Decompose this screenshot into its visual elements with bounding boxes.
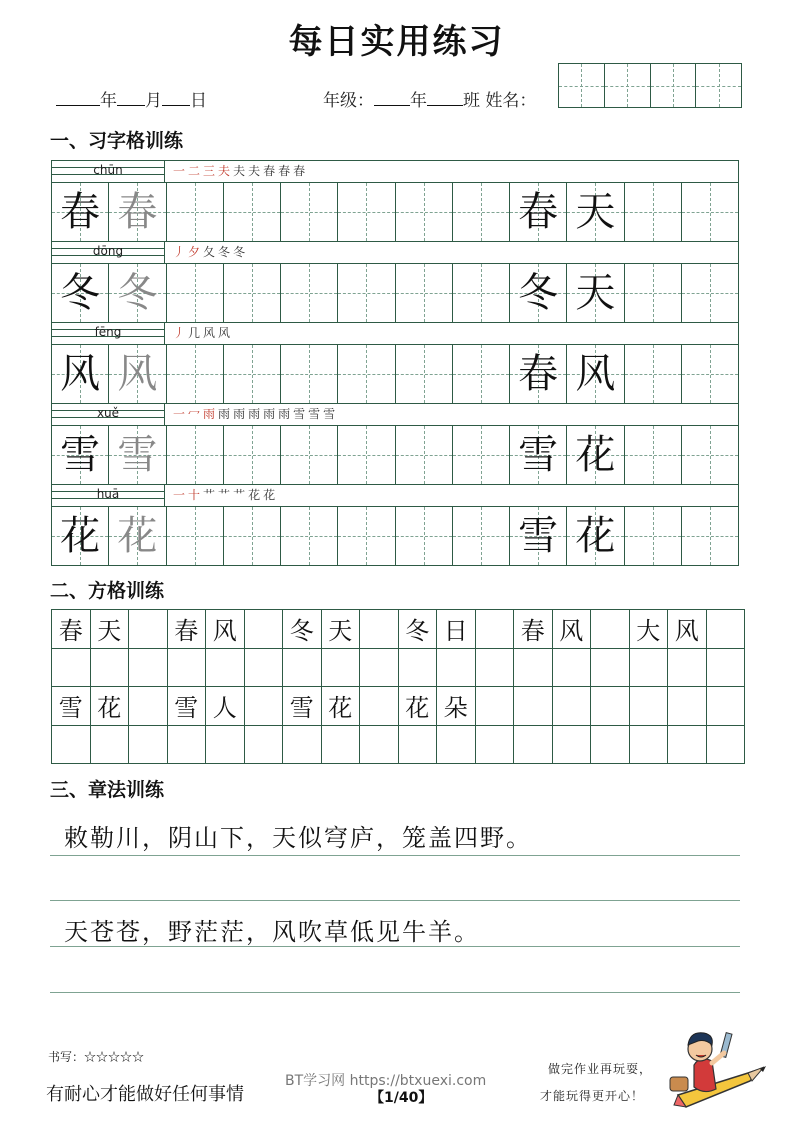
pinyin-text: dōng — [92, 244, 124, 258]
pinyin-box — [51, 404, 165, 425]
grid-cell[interactable] — [630, 726, 669, 765]
word-char-cell[interactable] — [510, 345, 567, 403]
grid-cell[interactable] — [437, 726, 476, 765]
word-char-cell[interactable] — [510, 426, 567, 484]
writing-row — [51, 182, 739, 241]
character: 天 — [575, 270, 616, 316]
grid-cell[interactable] — [514, 649, 553, 688]
grid-cell[interactable]: 风 — [206, 610, 245, 649]
grid-cell[interactable] — [245, 726, 284, 765]
date-fields — [56, 86, 207, 111]
section-title-3: 三、章法训练 — [50, 779, 165, 801]
stroke-step: 雨 — [263, 407, 279, 421]
practice-cell[interactable] — [396, 264, 453, 322]
grid-cell[interactable]: 春 — [514, 610, 553, 649]
stroke-step: 夫 — [248, 164, 264, 178]
word-char-cell[interactable] — [567, 264, 624, 322]
practice-cell[interactable] — [625, 426, 682, 484]
writing-line[interactable] — [50, 900, 740, 901]
practice-cell[interactable] — [224, 264, 281, 322]
grid-row — [52, 726, 745, 765]
grid-cell[interactable] — [360, 726, 399, 765]
grid-cell[interactable] — [591, 726, 630, 765]
grid-cell[interactable] — [707, 687, 746, 726]
practice-cell[interactable] — [224, 345, 281, 403]
trace-char-cell[interactable] — [109, 264, 166, 322]
grid-row — [52, 649, 745, 688]
stroke-step: 一 — [173, 407, 189, 421]
grid-cell[interactable]: 风 — [668, 610, 707, 649]
writing-row — [51, 344, 739, 403]
grid-cell[interactable] — [129, 687, 168, 726]
stroke-step: 一 — [173, 164, 189, 178]
grid-cell[interactable] — [668, 649, 707, 688]
practice-cell[interactable] — [281, 426, 338, 484]
character: 雪 — [518, 432, 559, 478]
grid-cell[interactable] — [668, 726, 707, 765]
grid-cell[interactable] — [129, 649, 168, 688]
stroke-step: 春 — [263, 164, 279, 178]
practice-cell[interactable] — [281, 183, 338, 241]
grid-cell[interactable] — [91, 649, 130, 688]
poem-line-1: 敕勒川，阴山下，天似穹庐，笼盖四野。 — [64, 824, 532, 852]
grid-cell[interactable] — [322, 726, 361, 765]
character: 风 — [117, 351, 158, 397]
practice-block — [51, 160, 739, 241]
character: 风 — [60, 351, 101, 397]
pinyin-text: xuě — [96, 406, 120, 420]
grid-cell[interactable]: 天 — [91, 610, 130, 649]
practice-cell[interactable] — [224, 507, 281, 565]
day-blank[interactable] — [162, 91, 190, 106]
practice-cell[interactable] — [453, 426, 510, 484]
grid-cell[interactable] — [668, 687, 707, 726]
pinyin-row — [51, 403, 739, 425]
character: 春 — [117, 189, 158, 235]
trace-char-cell[interactable] — [109, 345, 166, 403]
grade-year-label: 年 — [410, 91, 427, 111]
day-label: 日 — [190, 91, 207, 111]
word-char-cell[interactable] — [567, 345, 624, 403]
stroke-step: 夫 — [218, 164, 234, 178]
practice-cell[interactable] — [338, 507, 395, 565]
stroke-step: 雨 — [203, 407, 219, 421]
writing-line[interactable] — [50, 992, 740, 993]
stroke-step: 花 — [263, 488, 279, 502]
writing-row — [51, 506, 739, 565]
grid-cell[interactable] — [52, 726, 91, 765]
stroke-step: 雨 — [278, 407, 294, 421]
stroke-step: 冬 — [233, 245, 249, 259]
class-fields — [323, 86, 536, 111]
pinyin-row — [51, 322, 739, 344]
grid-cell[interactable] — [476, 610, 515, 649]
grid-cell[interactable] — [630, 687, 669, 726]
character: 春 — [518, 189, 559, 235]
character-practice-grid — [51, 160, 739, 566]
stroke-order — [165, 323, 739, 344]
practice-cell[interactable] — [682, 345, 739, 403]
character: 花 — [575, 432, 616, 478]
pinyin-box — [51, 161, 165, 182]
grid-cell[interactable] — [630, 649, 669, 688]
model-char-cell[interactable] — [52, 264, 109, 322]
character: 冬 — [117, 270, 158, 316]
word-char-cell[interactable] — [567, 183, 624, 241]
stroke-step: 一 — [173, 488, 189, 502]
pinyin-row — [51, 160, 739, 182]
practice-cell[interactable] — [396, 345, 453, 403]
grid-cell[interactable]: 大 — [630, 610, 669, 649]
stroke-step: 冬 — [218, 245, 234, 259]
character: 花 — [60, 513, 101, 559]
stroke-step: 雨 — [218, 407, 234, 421]
grid-cell[interactable] — [476, 687, 515, 726]
practice-cell[interactable] — [396, 507, 453, 565]
practice-cell[interactable] — [167, 264, 224, 322]
name-cell[interactable] — [559, 64, 605, 107]
pinyin-row — [51, 484, 739, 506]
stroke-order — [165, 242, 739, 263]
grid-cell[interactable] — [206, 726, 245, 765]
pinyin-box — [51, 323, 165, 344]
month-blank[interactable] — [117, 91, 145, 106]
grid-cell[interactable] — [553, 687, 592, 726]
word-char-cell[interactable] — [567, 426, 624, 484]
grid-cell[interactable] — [360, 649, 399, 688]
trace-char-cell[interactable] — [109, 507, 166, 565]
stroke-order — [165, 161, 739, 182]
grid-cell[interactable] — [168, 649, 207, 688]
grid-cell[interactable] — [283, 649, 322, 688]
name-grid[interactable] — [558, 63, 742, 108]
section-title-2: 二、方格训练 — [50, 580, 165, 602]
practice-cell[interactable] — [453, 264, 510, 322]
grid-cell[interactable] — [553, 726, 592, 765]
character: 春 — [518, 351, 559, 397]
character: 雪 — [518, 513, 559, 559]
word-char-cell[interactable] — [510, 507, 567, 565]
practice-cell[interactable] — [281, 264, 338, 322]
stroke-step: 风 — [218, 326, 234, 340]
grade-label: 年级： — [323, 91, 374, 111]
pinyin-box — [51, 485, 165, 506]
pinyin-text: chūn — [93, 163, 123, 177]
grid-cell[interactable] — [591, 649, 630, 688]
grid-cell[interactable] — [591, 610, 630, 649]
grid-cell[interactable]: 雪 — [168, 687, 207, 726]
practice-cell[interactable] — [453, 345, 510, 403]
grid-row — [52, 610, 745, 649]
character: 雪 — [117, 432, 158, 478]
writing-row — [51, 425, 739, 484]
grid-cell[interactable] — [129, 610, 168, 649]
practice-cell[interactable] — [682, 426, 739, 484]
name-cell[interactable] — [651, 64, 697, 107]
stroke-step: 二 — [188, 164, 204, 178]
grid-cell[interactable] — [129, 726, 168, 765]
name-cell[interactable] — [696, 64, 741, 107]
practice-cell[interactable] — [396, 426, 453, 484]
practice-cell[interactable] — [682, 264, 739, 322]
watermark: BT学习网 https://btxuexi.com — [285, 1073, 487, 1089]
grid-cell[interactable]: 雪 — [52, 687, 91, 726]
stroke-step: 艹 — [233, 488, 249, 502]
character: 雪 — [60, 432, 101, 478]
class-blank[interactable] — [427, 91, 463, 106]
character: 风 — [575, 351, 616, 397]
section-title-1: 一、习字格训练 — [50, 130, 184, 152]
pinyin-text: fēng — [94, 325, 122, 339]
stroke-step: 丿 — [173, 245, 189, 259]
stroke-step: 风 — [203, 326, 219, 340]
stroke-step: 夕 — [188, 245, 204, 259]
model-char-cell[interactable] — [52, 183, 109, 241]
pinyin-row — [51, 241, 739, 263]
writing-line[interactable] — [50, 946, 740, 947]
character: 冬 — [518, 270, 559, 316]
stroke-step: 雪 — [293, 407, 309, 421]
practice-cell[interactable] — [682, 183, 739, 241]
class-label: 班 — [463, 91, 480, 111]
practice-block — [51, 403, 739, 484]
grid-cell[interactable]: 冬 — [399, 610, 438, 649]
grid-cell[interactable] — [91, 726, 130, 765]
practice-cell[interactable] — [625, 345, 682, 403]
practice-cell[interactable] — [338, 345, 395, 403]
grid-cell[interactable]: 朵 — [437, 687, 476, 726]
cheer-line-1: 做完作业再玩耍， — [548, 1062, 653, 1076]
page-title: 每日实用练习 — [288, 22, 505, 62]
square-grid — [51, 609, 745, 764]
grid-cell[interactable] — [437, 649, 476, 688]
grid-cell[interactable] — [707, 726, 746, 765]
practice-block — [51, 241, 739, 322]
rating — [48, 1048, 144, 1065]
trace-char-cell[interactable] — [109, 183, 166, 241]
pinyin-text: huā — [96, 487, 120, 501]
year-blank[interactable] — [56, 91, 100, 106]
grid-cell[interactable]: 人 — [206, 687, 245, 726]
stroke-step: 春 — [293, 164, 309, 178]
practice-cell[interactable] — [625, 264, 682, 322]
practice-cell[interactable] — [453, 183, 510, 241]
grid-cell[interactable] — [360, 687, 399, 726]
practice-cell[interactable] — [167, 507, 224, 565]
grid-cell[interactable] — [514, 726, 553, 765]
grid-cell[interactable]: 冬 — [283, 610, 322, 649]
stroke-step: 冖 — [188, 407, 204, 421]
grid-cell[interactable] — [245, 649, 284, 688]
grid-cell[interactable] — [476, 726, 515, 765]
stroke-step: 雨 — [233, 407, 249, 421]
grid-cell[interactable]: 风 — [553, 610, 592, 649]
practice-cell[interactable] — [224, 183, 281, 241]
character: 天 — [575, 189, 616, 235]
model-char-cell[interactable] — [52, 507, 109, 565]
grid-cell[interactable]: 日 — [437, 610, 476, 649]
writing-row — [51, 263, 739, 322]
grid-cell[interactable] — [591, 687, 630, 726]
year-label: 年 — [100, 91, 117, 111]
page-number: 【1/40】 — [370, 1090, 433, 1106]
practice-cell[interactable] — [167, 345, 224, 403]
grid-cell[interactable] — [399, 649, 438, 688]
grid-cell[interactable] — [707, 610, 746, 649]
grid-cell[interactable]: 雪 — [283, 687, 322, 726]
grid-cell[interactable] — [245, 610, 284, 649]
practice-cell[interactable] — [396, 183, 453, 241]
model-char-cell[interactable] — [52, 426, 109, 484]
character: 春 — [60, 189, 101, 235]
practice-cell[interactable] — [625, 183, 682, 241]
grid-cell[interactable] — [245, 687, 284, 726]
stroke-order — [165, 485, 739, 506]
grid-cell[interactable] — [399, 726, 438, 765]
character: 花 — [117, 513, 158, 559]
stroke-step: 艹 — [203, 488, 219, 502]
character: 冬 — [60, 270, 101, 316]
practice-cell[interactable] — [338, 183, 395, 241]
grid-cell[interactable] — [707, 649, 746, 688]
practice-cell[interactable] — [281, 507, 338, 565]
practice-cell[interactable] — [338, 264, 395, 322]
practice-block — [51, 484, 739, 565]
cartoon-boy-pencil-icon — [660, 1025, 770, 1115]
practice-block — [51, 322, 739, 403]
trace-char-cell[interactable] — [109, 426, 166, 484]
stroke-step: 春 — [278, 164, 294, 178]
stroke-step: 丿 — [173, 326, 189, 340]
star-icons[interactable]: ☆☆☆☆☆ — [84, 1050, 145, 1064]
grid-cell[interactable] — [168, 726, 207, 765]
grid-cell[interactable]: 花 — [91, 687, 130, 726]
stroke-order — [165, 404, 739, 425]
practice-cell[interactable] — [625, 507, 682, 565]
stroke-step: 雪 — [308, 407, 324, 421]
practice-cell[interactable] — [682, 507, 739, 565]
grid-cell[interactable] — [553, 649, 592, 688]
practice-cell[interactable] — [453, 507, 510, 565]
word-char-cell[interactable] — [567, 507, 624, 565]
grid-cell[interactable]: 春 — [168, 610, 207, 649]
stroke-step: 艹 — [218, 488, 234, 502]
stroke-step: 雪 — [323, 407, 339, 421]
grid-cell[interactable] — [206, 649, 245, 688]
word-char-cell[interactable] — [510, 183, 567, 241]
stroke-step: 雨 — [248, 407, 264, 421]
grid-cell[interactable] — [322, 649, 361, 688]
pinyin-box — [51, 242, 165, 263]
cheer-line-2: 才能玩得更开心！ — [540, 1089, 645, 1103]
grid-cell[interactable] — [283, 726, 322, 765]
practice-cell[interactable] — [338, 426, 395, 484]
grid-cell[interactable] — [360, 610, 399, 649]
stroke-step: 夂 — [203, 245, 219, 259]
model-char-cell[interactable] — [52, 345, 109, 403]
grid-cell[interactable]: 花 — [322, 687, 361, 726]
stroke-step: 几 — [188, 326, 204, 340]
grid-cell[interactable]: 花 — [399, 687, 438, 726]
stroke-step: 夫 — [233, 164, 249, 178]
practice-cell[interactable] — [224, 426, 281, 484]
rating-label: 书写： — [48, 1050, 85, 1064]
grade-blank[interactable] — [374, 91, 410, 106]
grid-cell[interactable] — [52, 649, 91, 688]
character: 花 — [575, 513, 616, 559]
poem-line-2: 天苍苍，野茫茫，风吹草低见牛羊。 — [64, 918, 480, 946]
practice-cell[interactable] — [167, 183, 224, 241]
practice-cell[interactable] — [281, 345, 338, 403]
stroke-step: 十 — [188, 488, 204, 502]
practice-cell[interactable] — [167, 426, 224, 484]
name-cell[interactable] — [605, 64, 651, 107]
grid-cell[interactable]: 春 — [52, 610, 91, 649]
word-char-cell[interactable] — [510, 264, 567, 322]
writing-line[interactable] — [50, 855, 740, 856]
grid-cell[interactable] — [514, 687, 553, 726]
grid-cell[interactable] — [476, 649, 515, 688]
month-label: 月 — [145, 91, 162, 111]
stroke-step: 三 — [203, 164, 219, 178]
motto: 有耐心才能做好任何事情 — [46, 1084, 244, 1105]
stroke-step: 花 — [248, 488, 264, 502]
name-label: 姓名： — [485, 91, 537, 111]
grid-cell[interactable]: 天 — [322, 610, 361, 649]
grid-row — [52, 687, 745, 726]
